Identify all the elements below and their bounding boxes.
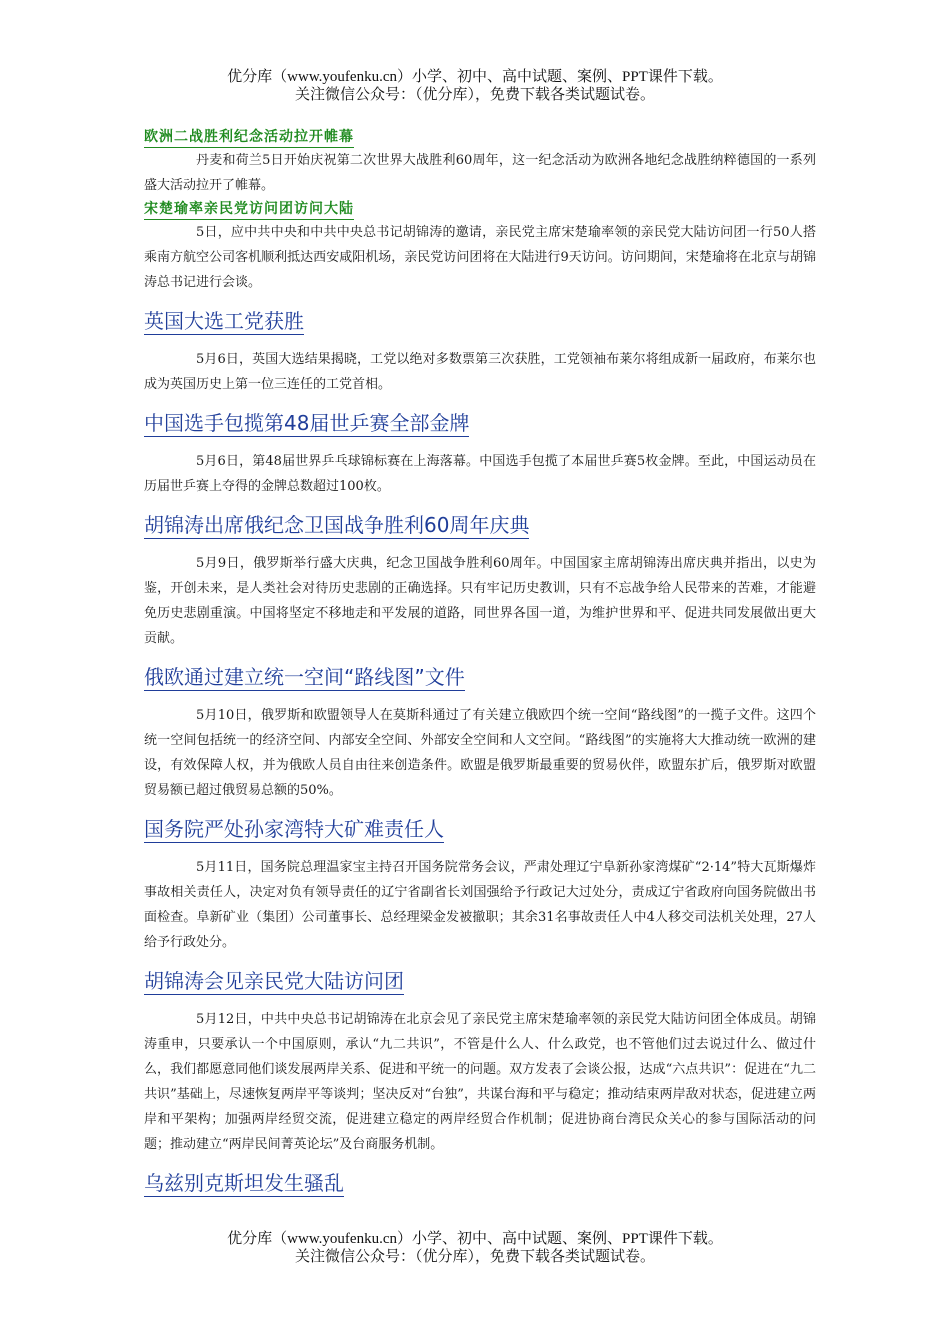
page-footer — [0, 1230, 950, 1266]
page-header — [0, 68, 950, 104]
article-6 — [144, 651, 816, 803]
article-1 — [144, 126, 816, 198]
header-line-2: 关注微信公众号：（优分库），免费下载各类试题试卷。 — [294, 87, 655, 103]
article-title-4[interactable]: 中国选手包揽第48届世乒赛全部金牌 — [144, 411, 470, 435]
article-2 — [144, 198, 816, 295]
article-body-1: 丹麦和荷兰5日开始庆祝第二次世界大战胜利60周年，这一纪念活动为欧洲各地纪念战胜纳粹德国的一系列盛大活动拉开了帷幕。 — [144, 153, 816, 193]
article-body-8: 5月12日，中共中央总书记胡锦涛在北京会见了亲民党主席宋楚瑜率领的亲民党大陆访问团全体成员。胡锦涛重申，只要承认一个中国原则，承认“九二共识”，不管是什么人、什么政党，也不管他们过去说过什么、做过什么，我们都愿意同他们谈发展两岸关系、促进和平统一的问题。双方发表了会谈公报，达成“六点共识”：促进在“九二共识”基础上，尽速恢复两岸平等谈判；坚决反对“台独”，共谋台海和平与稳定；推动结束两岸敌对状态，促进建立两岸和平架构；加强两岸经贸交流，促进建立稳定的两岸经贸合作机制；促进协商台湾民众关心的参与国际活动的问题；推动建立“两岸民间菁英论坛”及台商服务机制。 — [144, 1012, 816, 1152]
article-body-2: 5日，应中共中央和中共中央总书记胡锦涛的邀请，亲民党主席宋楚瑜率领的亲民党大陆访问团一行50人搭乘南方航空公司客机顺利抵达西安咸阳机场，亲民党访问团将在大陆进行9天访问。访问期间，宋楚瑜将在北京与胡锦涛总书记进行会谈。 — [144, 225, 816, 290]
news-list — [144, 126, 816, 1209]
article-5 — [144, 499, 816, 651]
article-body-3: 5月6日，英国大选结果揭晓，工党以绝对多数票第三次获胜，工党领袖布莱尔将组成新一届政府，布莱尔也成为英国历史上第一位三连任的工党首相。 — [144, 352, 816, 392]
footer-line-2: 关注微信公众号：（优分库），免费下载各类试题试卷。 — [294, 1249, 655, 1265]
article-8 — [144, 955, 816, 1157]
article-body-4: 5月6日，第48届世界乒乓球锦标赛在上海落幕。中国选手包揽了本届世乒赛5枚金牌。至此，中国运动员在历届世乒赛上夺得的金牌总数超过100枚。 — [144, 454, 816, 494]
article-body-7: 5月11日，国务院总理温家宝主持召开国务院常务会议，严肃处理辽宁阜新孙家湾煤矿“2·14”特大瓦斯爆炸事故相关责任人，决定对负有领导责任的辽宁省副省长刘国强给予行政记大过处分，责成辽宁省政府向国务院做出书面检查。阜新矿业（集团）公司董事长、总经理梁金发被撤职；其余31名事故责任人中4人移交司法机关处理，27人给予行政处分。 — [144, 860, 816, 950]
article-body-6: 5月10日，俄罗斯和欧盟领导人在莫斯科通过了有关建立俄欧四个统一空间“路线图”的一揽子文件。这四个统一空间包括统一的经济空间、内部安全空间、外部安全空间和人文空间。“路线图”的实施将大大推动统一欧洲的建设，有效保障人权，并为俄欧人员自由往来创造条件。欧盟是俄罗斯最重要的贸易伙伴，欧盟东扩后，俄罗斯对欧盟贸易额已超过俄贸易总额的50%。 — [144, 708, 816, 798]
article-title-8[interactable]: 胡锦涛会见亲民党大陆访问团 — [144, 969, 404, 993]
header-line-1: 优分库（www.youfenku.cn）小学、初中、高中试题、案例、PPT课件下载。 — [227, 69, 723, 85]
article-9 — [144, 1157, 816, 1209]
article-title-7[interactable]: 国务院严处孙家湾特大矿难责任人 — [144, 817, 444, 841]
article-7 — [144, 803, 816, 955]
article-title-2: 宋楚瑜率亲民党访问团访问大陆 — [144, 199, 354, 220]
article-title-6[interactable]: 俄欧通过建立统一空间“路线图”文件 — [144, 665, 465, 689]
article-title-3[interactable]: 英国大选工党获胜 — [144, 309, 304, 333]
article-3 — [144, 295, 816, 397]
article-body-5: 5月9日，俄罗斯举行盛大庆典，纪念卫国战争胜利60周年。中国国家主席胡锦涛出席庆典并指出，以史为鉴，开创未来，是人类社会对待历史悲剧的正确选择。只有牢记历史教训，只有不忘战争给人民带来的苦难，才能避免历史悲剧重演。中国将坚定不移地走和平发展的道路，同世界各国一道，为维护世界和平、促进共同发展做出更大贡献。 — [144, 556, 816, 646]
article-title-9[interactable]: 乌兹别克斯坦发生骚乱 — [144, 1171, 344, 1195]
article-4 — [144, 397, 816, 499]
article-title-1: 欧洲二战胜利纪念活动拉开帷幕 — [144, 127, 354, 148]
footer-line-1: 优分库（www.youfenku.cn）小学、初中、高中试题、案例、PPT课件下载。 — [227, 1231, 723, 1247]
article-title-5[interactable]: 胡锦涛出席俄纪念卫国战争胜利60周年庆典 — [144, 513, 530, 537]
